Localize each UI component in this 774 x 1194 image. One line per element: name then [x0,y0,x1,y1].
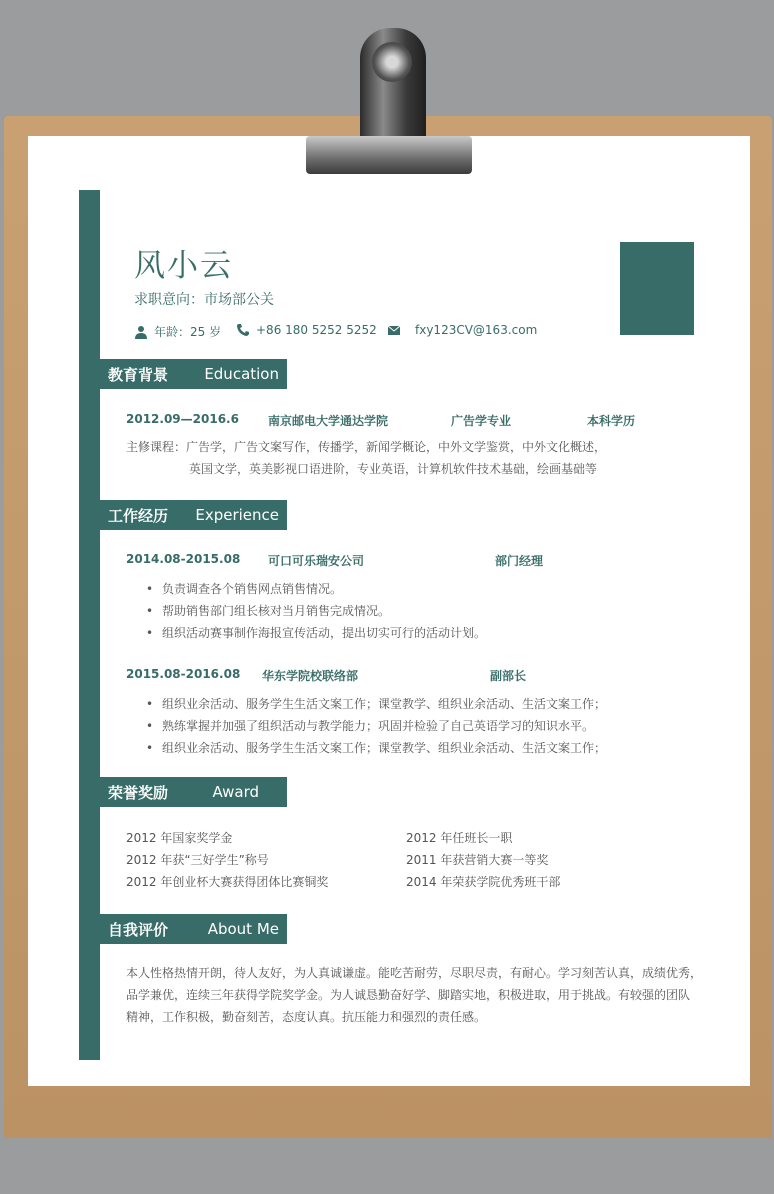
accent-sidebar [79,190,100,1060]
age-text: 年龄：25 岁 [154,325,222,339]
edu-degree: 本科学历 [587,414,636,428]
edu-school: 南京邮电大学通达学院 [268,414,389,428]
job1-bullet: • 组织活动赛事制作海报宣传活动，提出切实可行的活动计划。 [146,626,487,640]
photo-placeholder [620,242,694,335]
award-left-3: 2012 年创业杯大赛获得团体比赛铜奖 [126,875,329,889]
candidate-name: 风小云 [134,248,233,284]
phone-icon [236,323,250,337]
email-text: fxy123CV@163.com [415,323,538,337]
section-title-cn: 自我评价 [108,920,169,939]
job2-role: 副部长 [490,669,527,683]
edu-period: 2012.09—2016.6 [126,412,239,426]
edu-courses-line2: 英国文学，英美影视口语进阶，专业英语，计算机软件技术基础，绘画基础等 [189,462,598,476]
job1-bullet: • 帮助销售部门组长核对当月销售完成情况。 [146,604,391,618]
award-left-1: 2012 年国家奖学金 [126,831,233,845]
job2-bullet: • 组织业余活动、服务学生生活文案工作；课堂教学、组织业余活动、生活文案工作； [146,741,607,755]
section-title-cn: 教育背景 [108,365,169,384]
section-title-cn: 工作经历 [108,506,169,525]
job1-period: 2014.08-2015.08 [126,552,241,566]
section-header-about [100,914,287,944]
person-icon [134,325,148,339]
age-info [134,323,221,340]
award-right-2: 2011 年获营销大赛一等奖 [406,853,549,867]
award-right-3: 2014 年荣获学院优秀班干部 [406,875,561,889]
award-left-2: 2012 年获“三好学生”称号 [126,853,269,867]
email-info [387,323,537,337]
section-header-education [100,359,287,389]
phone-info [236,323,377,337]
phone-text: +86 180 5252 5252 [256,323,377,337]
award-right-1: 2012 年任班长一职 [406,831,513,845]
about-line2: 品学兼优，连续三年获得学院奖学金。为人诚恳勤奋好学、脚踏实地，积极进取，用于挑战。有较强的团队 [126,988,691,1002]
job-intent: 求职意向：市场部公关 [134,292,274,308]
section-title-cn: 荣誉奖励 [108,783,169,802]
job2-period: 2015.08-2016.08 [126,667,241,681]
mail-icon [387,323,401,337]
edu-courses-line1: 主修课程：广告学，广告文案写作，传播学，新闻学概论，中外文学鉴赏，中外文化概述， [126,440,607,454]
section-header-experience [100,500,287,530]
section-title-en: Experience [195,506,279,524]
job2-company: 华东学院校联络部 [262,669,359,683]
section-title-en: Award [212,783,259,801]
about-line3: 精神，工作积极，勤奋刻苦，态度认真。抗压能力和强烈的责任感。 [126,1010,487,1024]
section-title-en: Education [204,365,279,383]
job2-bullet: • 熟练掌握并加强了组织活动与教学能力；巩固并检验了自己英语学习的知识水平。 [146,719,595,733]
job1-bullet: • 负责调查各个销售网点销售情况。 [146,582,343,596]
binder-clip-ring [372,42,412,82]
binder-clip-base [306,136,472,174]
section-header-award [100,777,287,807]
edu-major: 广告学专业 [451,414,512,428]
section-title-en: About Me [207,920,279,938]
job1-role: 部门经理 [495,554,544,568]
job1-company: 可口可乐瑞安公司 [268,554,365,568]
about-line1: 本人性格热情开朗，待人友好，为人真诚谦虚。能吃苦耐劳，尽职尽责，有耐心。学习刻苦认真，成绩优秀， [126,966,703,980]
job2-bullet: • 组织业余活动、服务学生生活文案工作；课堂教学、组织业余活动、生活文案工作； [146,697,607,711]
